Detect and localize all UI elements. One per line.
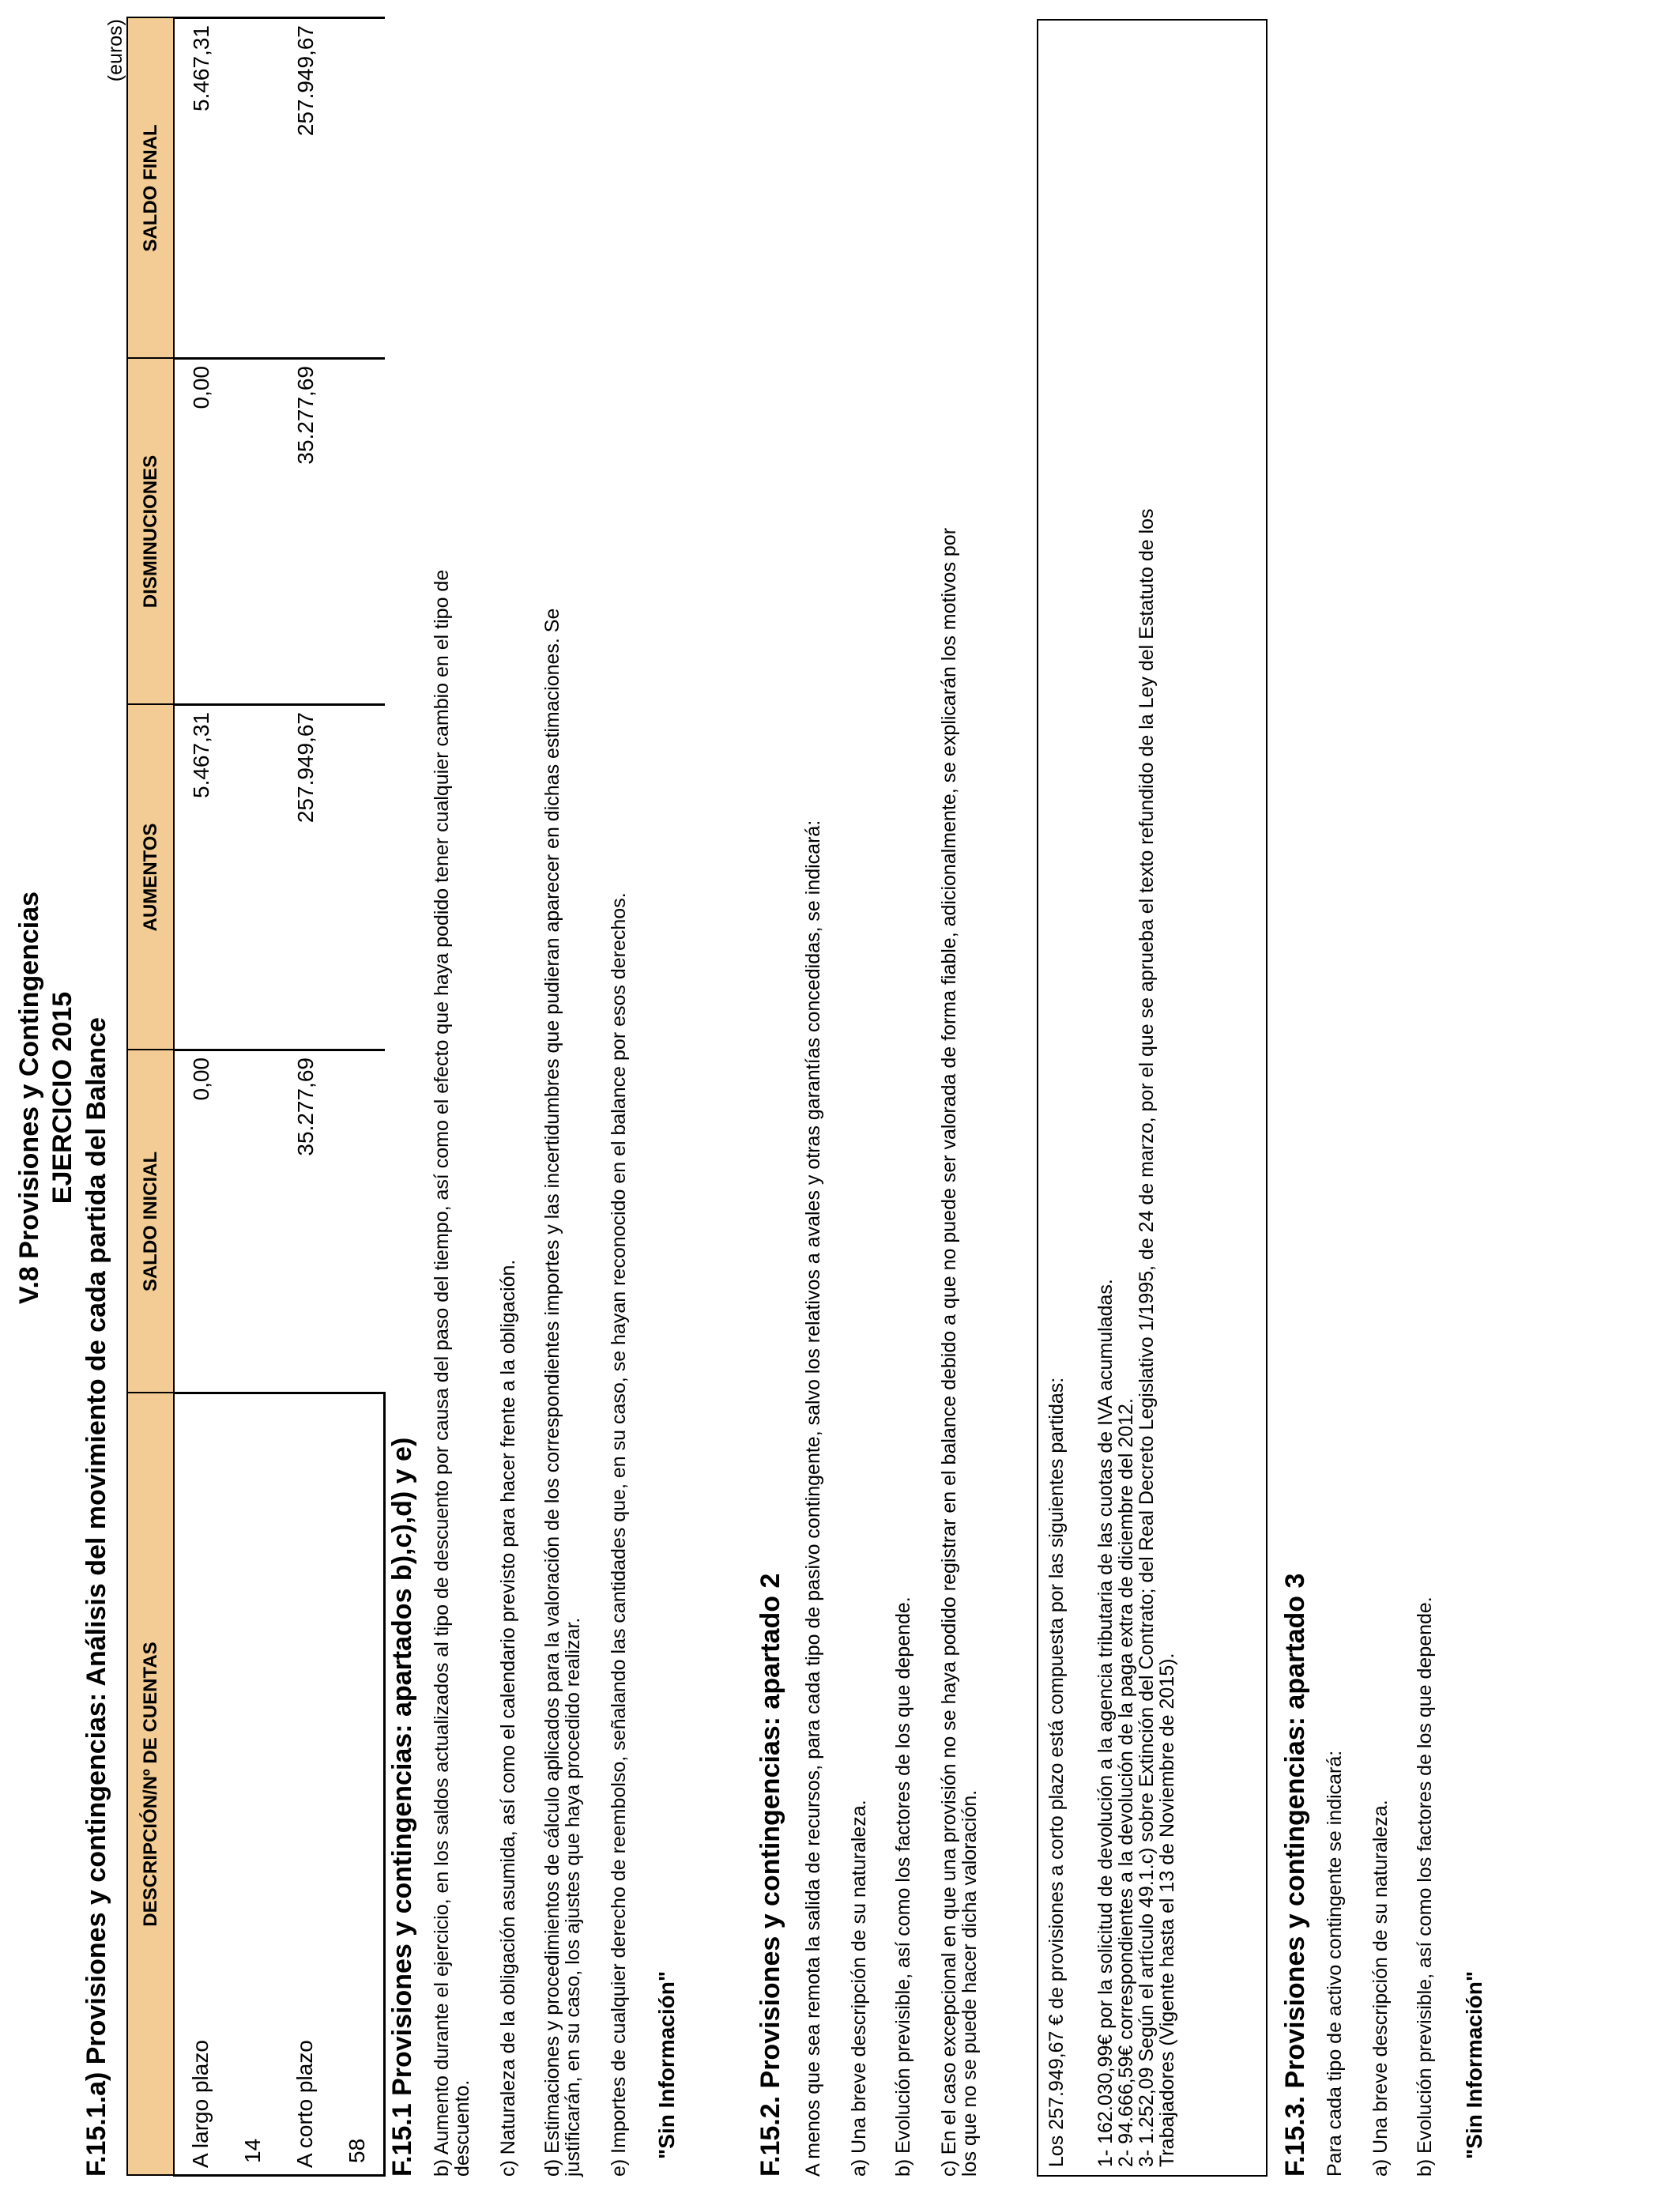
units-label: (euros) — [104, 19, 126, 82]
aumentos-cell: 5.467,31 — [174, 705, 279, 1050]
section-3-intro: Para cada tipo de activo contingente se indicará: — [1324, 1750, 1346, 2177]
column-header: SALDO INICIAL — [127, 1050, 174, 1393]
column-header: AUMENTOS — [127, 705, 174, 1050]
breakdown-line: 3- 1.252,09 Según el artículo 49.1.c) sobre Extinción del Contrato; del Real Decreto Legislativo 1/1995, de 24 de marzo, por el que se aprueba el texto refundido de la Ley del Estatuto de los — [1136, 508, 1158, 2167]
paragraph-c: c) Naturaleza de la obligación asumida, así como el calendario previsto para hacer frente a la obligación. — [497, 1259, 519, 2177]
provisions-breakdown-box — [1037, 19, 1268, 2177]
breakdown-line: Los 257.949,67 € de provisiones a corto plazo está compuesta por las siguientes partidas: — [1045, 1377, 1068, 2167]
table-row — [174, 18, 227, 2176]
column-header: DESCRIPCIÓN/Nº DE CUENTAS — [127, 1393, 174, 2176]
paragraph-b: b) Aumento durante el ejercicio, en los saldos actualizados al tipo de descuento por causa del paso del tiempo, así como el efecto que haya podido tener cualquier cambio en el tipo de descuento. — [431, 569, 473, 2177]
sin-informacion-label: "Sin Información" — [1462, 1970, 1486, 2159]
paragraph-e: e) Importes de cualquier derecho de reembolso, señalando las cantidades que, en su caso, se hayan reconocido en el balance por esos derechos. — [608, 892, 630, 2177]
saldo-final-cell: 257.949,67 — [279, 18, 385, 359]
section-2-intro: A menos que sea remota la salida de recursos, para cada tipo de pasivo contingente, salvo los relativos a avales y otras garantías concedidas, se indicará: — [802, 820, 824, 2177]
disminuciones-cell: 35.277,69 — [279, 359, 385, 705]
saldo-final-cell: 5.467,31 — [174, 18, 279, 359]
row-description: A largo plazo — [174, 1393, 227, 2176]
row-description: A corto plazo — [279, 1393, 331, 2176]
table-row — [279, 18, 331, 2176]
section-2-title: F.15.2. Provisiones y contingencias: apartado 2 — [755, 1573, 785, 2177]
section-b-title: F.15.1 Provisiones y contingencias: apartados b),c),d) y e) — [387, 1437, 417, 2177]
row-account: 58 — [331, 1393, 385, 2176]
page-title: V.8 Provisiones y Contingencias — [14, 891, 44, 1305]
section-2-a: a) Una breve descripción de su naturaleza. — [848, 1800, 870, 2177]
section-3-b: b) Evolución previsible, así como los factores de los que depende. — [1414, 1596, 1436, 2177]
aumentos-cell: 257.949,67 — [279, 705, 385, 1050]
column-header: DISMINUCIONES — [127, 359, 174, 705]
sin-informacion-label: "Sin Información" — [654, 1970, 679, 2159]
section-2-c: c) En el caso excepcional en que una provisión no se haya podido registrar en el balance debido a que no puede ser valorada de forma fiable, adicionalmente, se explicarán los motivos por los que no se puede hacer dicha valoración. — [938, 527, 981, 2177]
section-3-title: F.15.3. Provisiones y contingencias: apartado 3 — [1280, 1573, 1310, 2177]
breakdown-line: 1- 162.030,99€ por la solicitud de devolución a la agencia tributaria de las cuotas de IVA acumuladas. — [1094, 1279, 1117, 2167]
page-subtitle: EJERCICIO 2015 — [47, 991, 77, 1204]
section-a-title: F.15.1.a) Provisiones y contingencias: Análisis del movimiento de cada partida del Balance — [81, 1017, 111, 2177]
breakdown-line: 2- 94.666,59€ correspondientes a la devolución de la paga extra de diciembre del 2012. — [1115, 1398, 1137, 2167]
saldo-inicial-cell: 35.277,69 — [279, 1050, 385, 1393]
breakdown-line: Trabajadores (Vigente hasta el 13 de Noviembre de 2015). — [1156, 1653, 1178, 2167]
table-header-row — [127, 18, 174, 2176]
disminuciones-cell: 0,00 — [174, 359, 279, 705]
column-header: SALDO FINAL — [127, 18, 174, 359]
saldo-inicial-cell: 0,00 — [174, 1050, 279, 1393]
paragraph-d: d) Estimaciones y procedimientos de cálculo aplicados para la valoración de los correspondientes importes y las incertidumbres que pudieran aparecer en dichas estimaciones. Se justificarán, en su caso, los ajustes que haya procedido realizar. — [541, 608, 584, 2177]
section-3-a: a) Una breve descripción de su naturaleza. — [1369, 1800, 1392, 2177]
row-account: 14 — [227, 1393, 279, 2176]
movement-table — [126, 17, 386, 2177]
section-2-b: b) Evolución previsible, así como los factores de los que depende. — [892, 1596, 914, 2177]
